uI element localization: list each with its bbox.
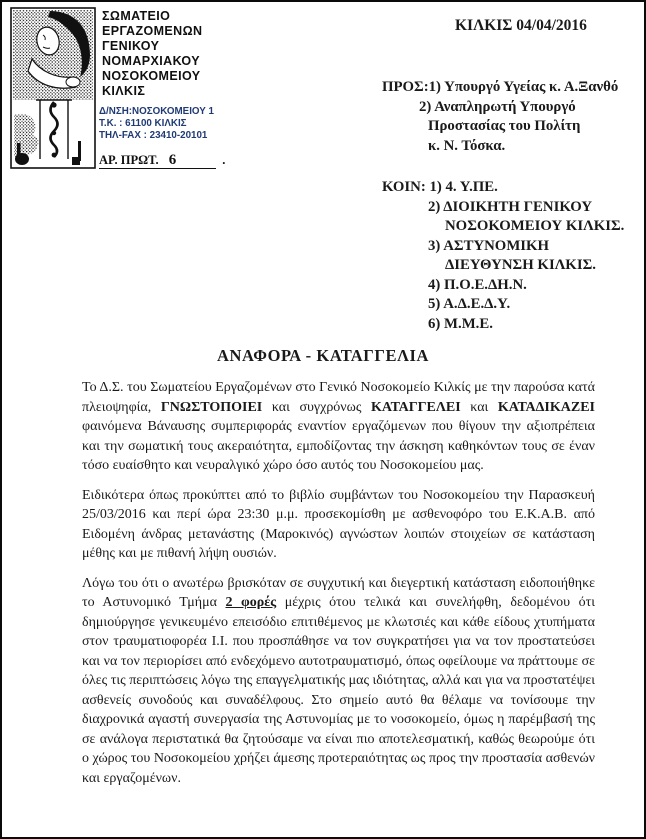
cc-line: 4) Π.Ο.Ε.ΔΗ.Ν. — [428, 276, 527, 293]
document-title: ΑΝΑΦΟΡΑ - ΚΑΤΑΓΓΕΛΙΑ — [216, 346, 430, 365]
document-body — [82, 378, 595, 798]
paragraph-text: μέχρις ότου τελικά και συνελήφθη, δεδομένου ότι δημιούργησε γενικευμένο επεισόδιο επιτιθέμενος με κλωτσιές και κάθε είδους χτυπήματα στον τραυματιοφορέα Ι.Ι. που προσπάθησε να τον συγκρατήσει για να τον προστατεύσει και να τον περιορίσει από ενδεχόμενο αυτοτραυματισμό, όπως οφείλουμε να πράττουμε σε όλες τις περιπτώσεις λόγω της επαγγελματικής μας ιδιότητας, αλλά και για να προστατέψει ασθενείς συνοδούς και συναδέλφους. Στο σημείο αυτό θα θέλαμε να τονίσουμε την διαχρονικά αγαστή συνεργασία της Αστυνομίας με το νοσοκομείο, όμως η παρέμβασή της σε ανάλογα περιστατικά θα ζητούσαμε να είναι πιο αποτελεσματική, καθώς θεωρούμε ότι ο χώρος του Νοσοκομείου χρήζει άμεσης προτεραιότητας ως προς την προστασία ασθενών και εργαζομένων. — [82, 595, 595, 786]
cc-line: ΚΟΙΝ: 1) 4. Υ.ΠΕ. — [382, 179, 498, 195]
cc-line: ΔΙΕΥΘΥΝΣΗ ΚΙΛΚΙΣ. — [445, 257, 596, 273]
bold-word: ΚΑΤΑΓΓΕΛΕΙ — [370, 399, 461, 415]
protocol-label: ΑΡ. ΠΡΩΤ. — [99, 153, 159, 167]
protocol-number: 6 — [168, 152, 177, 168]
cc-line: 6) Μ.Μ.Ε. — [428, 315, 493, 332]
address-line: ΤΗΛ-FAX : 23410-20101 — [99, 129, 208, 141]
org-line: ΚΙΛΚΙΣ — [102, 84, 146, 98]
bold-word: ΚΑΤΑΔΙΚΑΖΕΙ — [497, 399, 595, 415]
paragraph-text: φαινόμενα Βάναυσης συμπεριφοράς εναντίον εργαζόμενων που θίγουν την αξιοπρέπεια και την σωματική τους ακεραιότητα, εμποδίζοντας την άσκηση καθηκόντων τους σε έναν τόσο ευαίσθητο και νευραλγικό χώρο όσο αυτός του Νοσοκομείου μας. — [82, 419, 595, 473]
bold-word: ΓΝΩΣΤΟΠΟΙΕΙ — [160, 399, 263, 415]
paragraph-text: Λόγω του ότι ο ανωτέρω βρισκόταν σε συγχυτική και διεγερτική κατάσταση ειδοποιήθηκε το Αστυνομικό Τμήμα — [82, 575, 595, 610]
paragraph-text: Το Δ.Σ. του Σωματείου Εργαζομένων στο Γενικό Νοσοκομείο Κιλκίς με την παρούσα κατά πλειοψηφία, — [82, 380, 595, 415]
to-line: κ. Ν. Τόσκα. — [428, 137, 506, 154]
org-line: ΝΟΜΑΡΧΙΑΚΟΥ — [102, 54, 200, 68]
org-line: ΝΟΣΟΚΟΜΕΙΟΥ — [102, 69, 201, 83]
classical-figure-woodcut-icon — [10, 7, 96, 169]
recipients-to-block — [382, 78, 618, 156]
organization-address — [99, 106, 214, 141]
bold-underlined-phrase: 2 φορές — [225, 595, 277, 610]
address-line: Τ.Κ. : 61100 ΚΙΛΚΙΣ — [99, 117, 187, 129]
protocol-underline — [99, 153, 216, 169]
org-line: ΕΡΓΑΖΟΜΕΝΩΝ — [102, 24, 203, 38]
to-line: ΠΡΟΣ:1) Υπουργό Υγείας κ. Α.Ξανθό — [382, 79, 619, 95]
protocol-suffix: . — [222, 153, 226, 167]
cc-line: 3) ΑΣΤΥΝΟΜΙΚΗ — [428, 237, 550, 254]
org-line: ΣΩΜΑΤΕΙΟ — [102, 9, 171, 23]
address-line: Δ/ΝΣΗ:ΝΟΣΟΚΟΜΕΙΟΥ 1 — [99, 106, 214, 117]
to-line: 2) Αναπληρωτή Υπουργό — [419, 98, 576, 115]
paragraph-text: και — [460, 399, 498, 415]
recipients-cc-block — [382, 178, 624, 334]
paragraph-2: Ειδικότερα όπως προκύπτει από το βιβλίο συμβάντων του Νοσοκομείου την Παρασκευή 25/03/2016 και περί ώρα 23:30 μ.μ. προσεκομίσθη με ασθενοφόρο του Ε.Κ.Α.Β. από Ειδομένη άνδρας μετανάστης (Μαροκινός) αγνώστων λοιπών στοιχείων σε κατάσταση μέθης και με πιθανή λήψη ουσιών. — [82, 487, 595, 561]
protocol-number-line — [99, 152, 225, 169]
cc-line: ΝΟΣΟΚΟΜΕΙΟΥ ΚΙΛΚΙΣ. — [445, 218, 625, 234]
organization-name — [102, 9, 202, 99]
cc-line: 5) Α.Δ.Ε.Δ.Υ. — [428, 296, 511, 312]
to-line: Προστασίας του Πολίτη — [428, 118, 581, 134]
paragraph-3 — [82, 574, 595, 789]
org-line: ΓΕΝΙΚΟΥ — [102, 39, 160, 53]
paragraph-text: και συγχρόνως — [262, 399, 371, 415]
cc-line: 2) ΔΙΟΙΚΗΤΗ ΓΕΝΙΚΟΥ — [428, 198, 593, 215]
paragraph-1 — [82, 378, 595, 476]
date-line: ΚΙΛΚΙΣ 04/04/2016 — [455, 17, 587, 34]
